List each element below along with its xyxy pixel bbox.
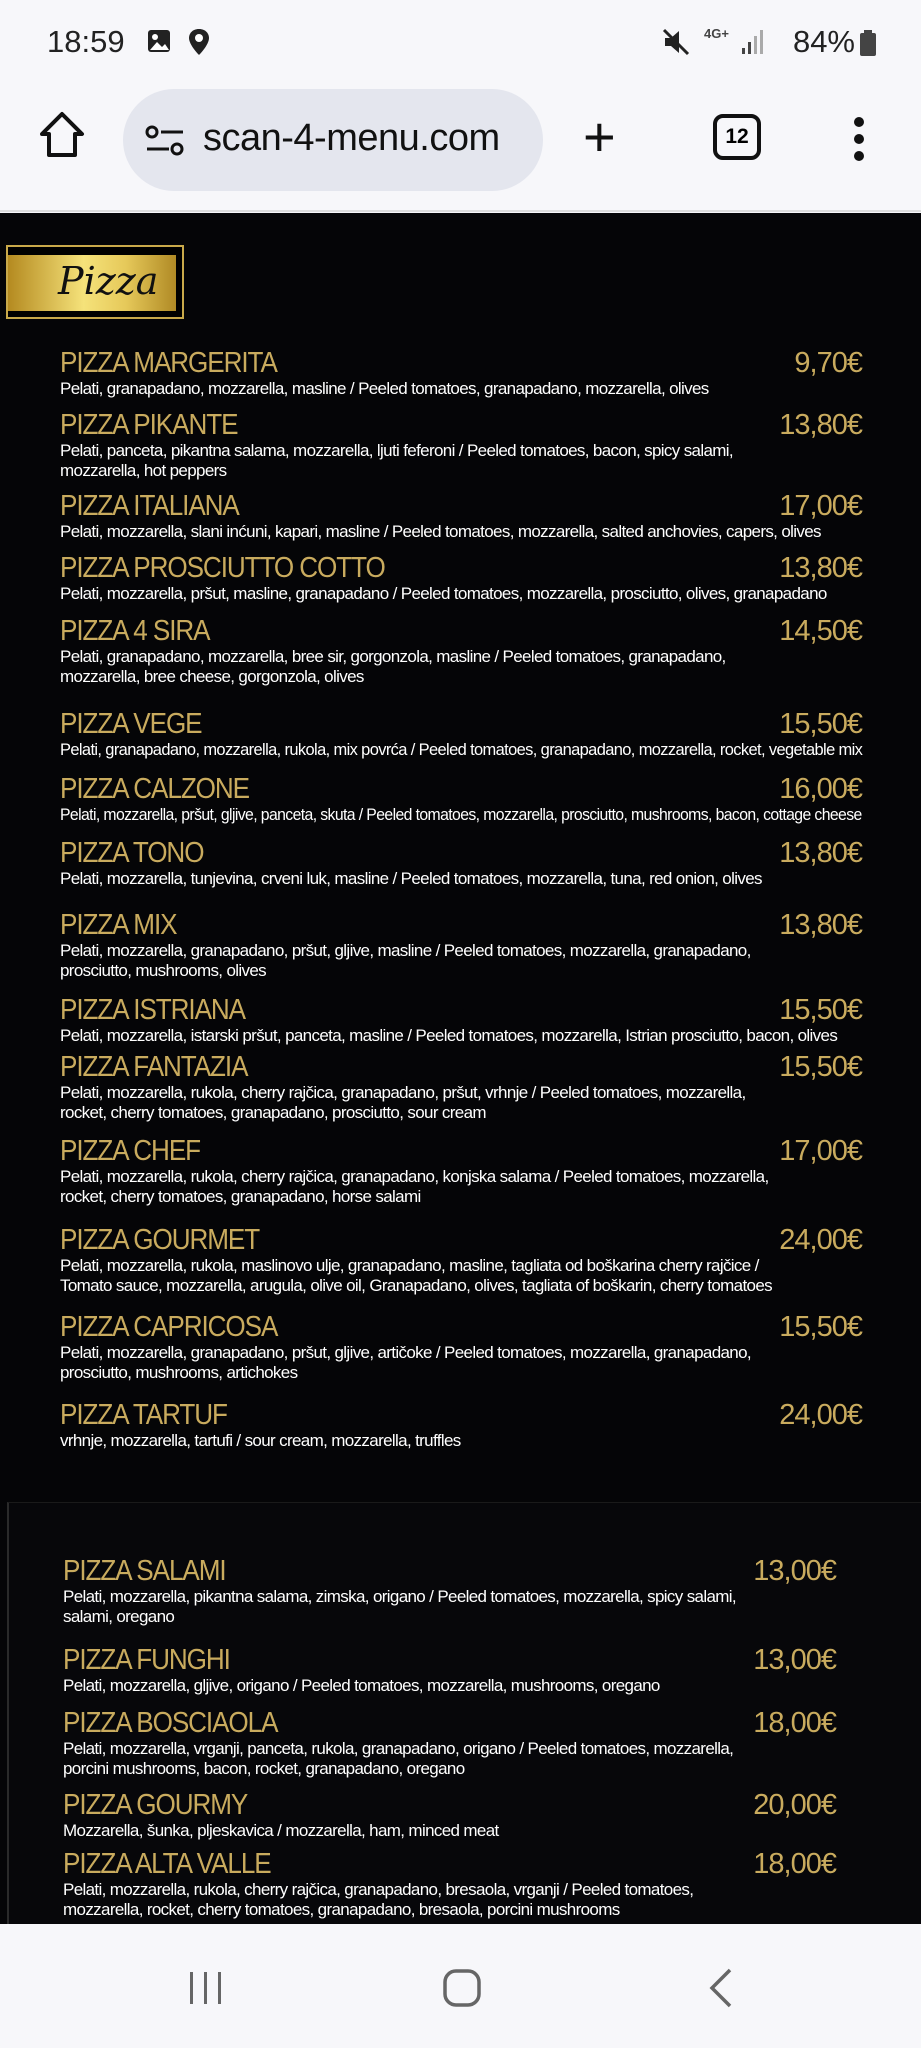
item-description: Pelati, mozzarella, granapadano, pršut, gljive, artičoke / Peeled tomatoes, mozzarella, granapadano,: [60, 1343, 751, 1362]
new-tab-button[interactable]: +: [583, 105, 616, 168]
item-price: 15,50€: [779, 994, 862, 1026]
more-options-icon[interactable]: [852, 116, 866, 162]
item-description: Pelati, mozzarella, pikantna salama, zimska, origano / Peeled tomatoes, mozzarella, spicy salami,: [63, 1587, 736, 1606]
menu-item: [60, 1399, 862, 1451]
item-price: 13,00€: [753, 1644, 836, 1676]
menu-item: [63, 1644, 836, 1696]
item-description: Pelati, mozzarella, gljive, origano / Peeled tomatoes, mozzarella, mushrooms, oregano: [63, 1676, 660, 1695]
item-name: PIZZA PIKANTE: [60, 409, 238, 441]
item-price: 17,00€: [779, 490, 862, 522]
url-text: scan-4-menu.com: [203, 117, 500, 159]
item-price: 14,50€: [779, 615, 862, 647]
signal-icon: [740, 28, 766, 56]
item-price: 24,00€: [779, 1399, 862, 1431]
item-name: PIZZA ISTRIANA: [60, 994, 246, 1026]
menu-item: [60, 1135, 862, 1207]
home-icon[interactable]: [38, 110, 86, 160]
item-description: Pelati, mozzarella, vrganji, panceta, rukola, granapadano, origano / Peeled tomatoes, mozzarella,: [63, 1739, 734, 1758]
menu-item: [63, 1848, 836, 1920]
battery-icon: [860, 30, 876, 56]
item-price: 9,70€: [794, 347, 862, 379]
menu-item: [60, 994, 862, 1046]
item-description: Pelati, mozzarella, tunjevina, crveni luk, masline / Peeled tomatoes, mozzarella, tuna, red onion, olives: [60, 869, 762, 888]
item-description: Pelati, granapadano, mozzarella, masline / Peeled tomatoes, granapadano, mozzarella, olives: [60, 379, 709, 398]
menu-item: [60, 773, 862, 825]
back-icon: [706, 1968, 736, 2008]
browser-toolbar: [0, 86, 921, 212]
item-price: 18,00€: [753, 1707, 836, 1739]
menu-item: [60, 1224, 862, 1296]
item-price: 17,00€: [779, 1135, 862, 1167]
item-price: 13,80€: [779, 837, 862, 869]
item-name: PIZZA MIX: [60, 909, 177, 941]
menu-item: [63, 1789, 836, 1841]
home-nav-icon: [442, 1968, 482, 2008]
item-price: 16,00€: [779, 773, 862, 805]
item-description: Pelati, mozzarella, rukola, cherry rajčica, granapadano, pršut, vrhnje / Peeled tomatoes, mozzarella,: [60, 1083, 746, 1102]
item-price: 13,80€: [779, 552, 862, 584]
item-name: PIZZA FANTAZIA: [60, 1051, 248, 1083]
status-bar: [0, 0, 921, 86]
item-name: PIZZA TARTUF: [60, 1399, 227, 1431]
item-description: Pelati, mozzarella, rukola, cherry rajčica, granapadano, konjska salama / Peeled tomatoes, mozzarella,: [60, 1167, 769, 1186]
item-name: PIZZA BOSCIAOLA: [63, 1707, 278, 1739]
recents-icon: [186, 1968, 226, 2008]
site-settings-icon[interactable]: [145, 125, 185, 157]
menu-item: [63, 1555, 836, 1627]
menu-item: [60, 490, 862, 542]
item-description: Pelati, granapadano, mozzarella, rukola, mix povrća / Peeled tomatoes, granapadano, mozzarella, rocket, vegetable mix: [60, 740, 863, 759]
item-description: mozzarella, rocket, cherry tomatoes, granapadano, bresaola, porcini mushrooms: [63, 1900, 620, 1919]
item-description: Tomato sauce, mozzarella, arugula, olive oil, Granapadano, olives, tagliata of boškarin, cherry tomatoes: [60, 1276, 772, 1295]
item-description: Pelati, mozzarella, istarski pršut, panceta, masline / Peeled tomatoes, mozzarella, Istrian prosciutto, bacon, olives: [60, 1026, 838, 1045]
item-price: 13,00€: [753, 1555, 836, 1587]
item-price: 13,80€: [779, 909, 862, 941]
menu-item: [60, 1051, 862, 1123]
item-description: rocket, cherry tomatoes, granapadano, prosciutto, sour cream: [60, 1103, 486, 1122]
item-name: PIZZA GOURMET: [60, 1224, 260, 1256]
item-name: PIZZA CAPRICOSA: [60, 1311, 278, 1343]
item-name: PIZZA SALAMI: [63, 1555, 226, 1587]
item-description: Mozzarella, šunka, pljeskavica / mozzarella, ham, minced meat: [63, 1821, 499, 1840]
item-name: PIZZA 4 SIRA: [60, 615, 210, 647]
item-description: Pelati, mozzarella, rukola, cherry rajčica, granapadano, bresaola, vrganji / Peeled tomatoes,: [63, 1880, 694, 1899]
item-description: prosciutto, mushrooms, artichokes: [60, 1363, 298, 1382]
item-price: 24,00€: [779, 1224, 862, 1256]
item-description: Pelati, mozzarella, pršut, masline, granapadano / Peeled tomatoes, mozzarella, prosciutto, olives, granapadano: [60, 584, 827, 603]
item-name: PIZZA CALZONE: [60, 773, 249, 805]
item-price: 18,00€: [753, 1848, 836, 1880]
item-description: Pelati, mozzarella, granapadano, pršut, gljive, masline / Peeled tomatoes, mozzarella, granapadano,: [60, 941, 751, 960]
menu-item: [60, 1311, 862, 1383]
item-name: PIZZA ITALIANA: [60, 490, 239, 522]
section-badge: [6, 245, 184, 319]
item-name: PIZZA ALTA VALLE: [63, 1848, 271, 1880]
menu-item: [60, 909, 862, 981]
mute-icon: [662, 28, 690, 56]
item-price: 15,50€: [779, 1051, 862, 1083]
item-name: PIZZA VEGE: [60, 708, 202, 740]
item-description: Pelati, panceta, pikantna salama, mozzarella, ljuti feferoni / Peeled tomatoes, bacon, spicy salami,: [60, 441, 733, 460]
item-name: PIZZA GOURMY: [63, 1789, 248, 1821]
item-price: 15,50€: [779, 708, 862, 740]
item-price: 15,50€: [779, 1311, 862, 1343]
home-nav-button[interactable]: [442, 1968, 482, 2013]
item-price: 20,00€: [753, 1789, 836, 1821]
item-description: prosciutto, mushrooms, olives: [60, 961, 267, 980]
item-description: mozzarella, hot peppers: [60, 461, 227, 480]
navigation-bar: [0, 1924, 921, 2048]
recents-button[interactable]: [186, 1968, 226, 2013]
item-description: Pelati, granapadano, mozzarella, bree sir, gorgonzola, masline / Peeled tomatoes, granapadano,: [60, 647, 726, 666]
location-icon: [188, 28, 210, 56]
item-name: PIZZA TONO: [60, 837, 204, 869]
item-description: mozzarella, bree cheese, gorgonzola, olives: [60, 667, 364, 686]
network-type: 4G+: [704, 26, 729, 41]
item-description: porcini mushrooms, bacon, rocket, granapadano, oregano: [63, 1759, 465, 1778]
item-description: Pelati, mozzarella, rukola, maslinovo ulje, granapadano, masline, tagliata od boškarina cherry rajčice /: [60, 1256, 759, 1275]
section-title: Pizza: [58, 259, 159, 303]
menu-item: [60, 837, 862, 889]
battery-level: 84%: [792, 24, 855, 59]
item-description: vrhnje, mozzarella, tartufi / sour cream, mozzarella, truffles: [60, 1431, 461, 1450]
menu-item: [60, 347, 862, 399]
item-name: PIZZA FUNGHI: [63, 1644, 230, 1676]
item-description: salami, oregano: [63, 1607, 175, 1626]
clock: 18:59: [47, 24, 125, 59]
tab-count-button[interactable]: 12: [713, 114, 761, 160]
menu-item: [60, 409, 862, 481]
menu-item: [60, 552, 862, 604]
item-name: PIZZA MARGERITA: [60, 347, 277, 379]
item-description: Pelati, mozzarella, slani inćuni, kapari, masline / Peeled tomatoes, mozzarella, salted anchovies, capers, olives: [60, 522, 821, 541]
gallery-icon: [146, 28, 172, 54]
menu-item: [60, 615, 862, 687]
menu-item: [60, 708, 862, 760]
item-price: 13,80€: [779, 409, 862, 441]
item-name: PIZZA CHEF: [60, 1135, 201, 1167]
item-description: rocket, cherry tomatoes, granapadano, horse salami: [60, 1187, 421, 1206]
menu-item: [63, 1707, 836, 1779]
item-name: PIZZA PROSCIUTTO COTTO: [60, 552, 385, 584]
item-description: Pelati, mozzarella, pršut, gljive, panceta, skuta / Peeled tomatoes, mozzarella, prosciutto, mushrooms, bacon, cottage cheese: [60, 805, 862, 824]
address-bar[interactable]: [123, 89, 543, 191]
back-button[interactable]: [706, 1968, 736, 2013]
